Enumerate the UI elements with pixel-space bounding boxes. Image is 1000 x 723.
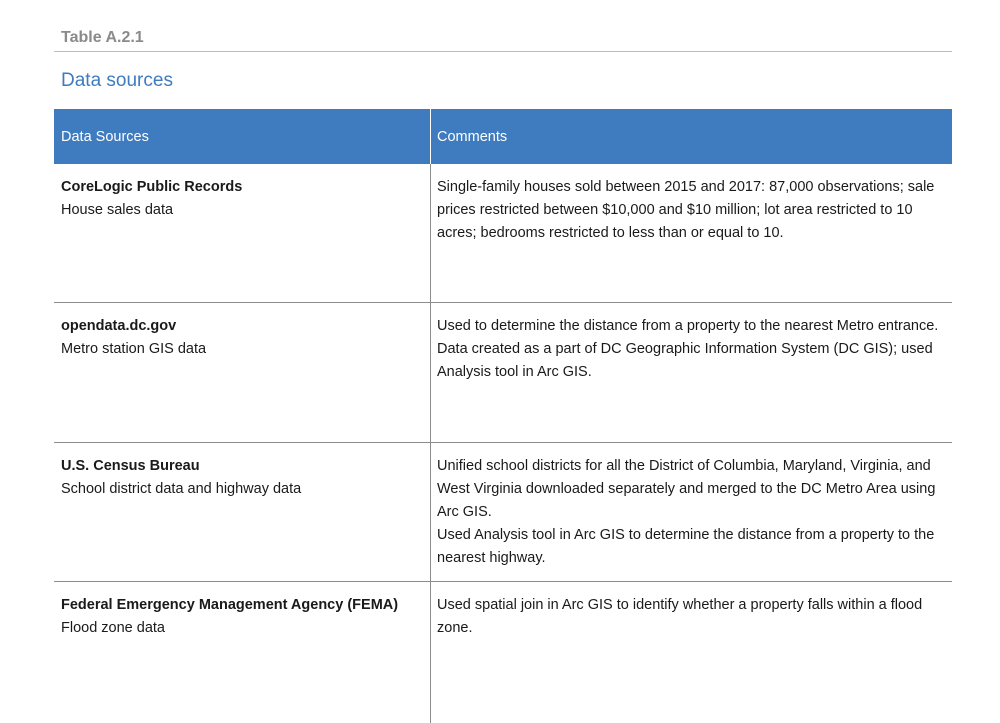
comment-cell [431,303,952,442]
source-name: opendata.dc.gov [61,318,177,334]
source-description: School district data and highway data [61,481,302,497]
header-rule [54,51,952,52]
table-header-row [54,109,952,164]
header-comments: Comments [437,128,508,145]
comment-text: Unified school districts for all the District of Columbia, Maryland, Virginia, and West Virginia downloaded separately and merged to the DC Metro Area using Arc GIS. [437,458,936,520]
source-cell [54,582,431,723]
data-sources-table [54,109,952,723]
page-title: Data sources [61,70,173,91]
comment-cell [431,164,952,302]
source-name: U.S. Census Bureau [61,458,200,474]
table-row [54,164,952,303]
table-label: Table A.2.1 [61,29,144,46]
header-data-sources: Data Sources [54,109,431,164]
comment-text: Used to determine the distance from a property to the nearest Metro entrance. Data created as a part of DC Geographic Information System (DC GIS); used Analysis tool in Arc GIS. [437,318,939,380]
table-row [54,443,952,582]
comment-text: Single-family houses sold between 2015 and 2017: 87,000 observations; sale prices restricted between $10,000 and $10 million; lot area restricted to 10 acres; bedrooms restricted to less than or equal to 10. [437,179,935,241]
comment-cell [431,582,952,723]
comment-cell [431,443,952,581]
comment-text: Used Analysis tool in Arc GIS to determine the distance from a property to the nearest highway. [437,527,935,566]
source-cell [54,443,431,581]
comment-text: Used spatial join in Arc GIS to identify whether a property falls within a flood zone. [437,597,923,636]
source-name: Federal Emergency Management Agency (FEMA) [61,597,399,613]
table-row [54,582,952,723]
source-description: Metro station GIS data [61,341,207,357]
source-cell [54,303,431,442]
table-row [54,303,952,443]
source-cell [54,164,431,302]
source-description: Flood zone data [61,620,165,636]
source-name: CoreLogic Public Records [61,179,243,195]
source-description: House sales data [61,202,174,218]
